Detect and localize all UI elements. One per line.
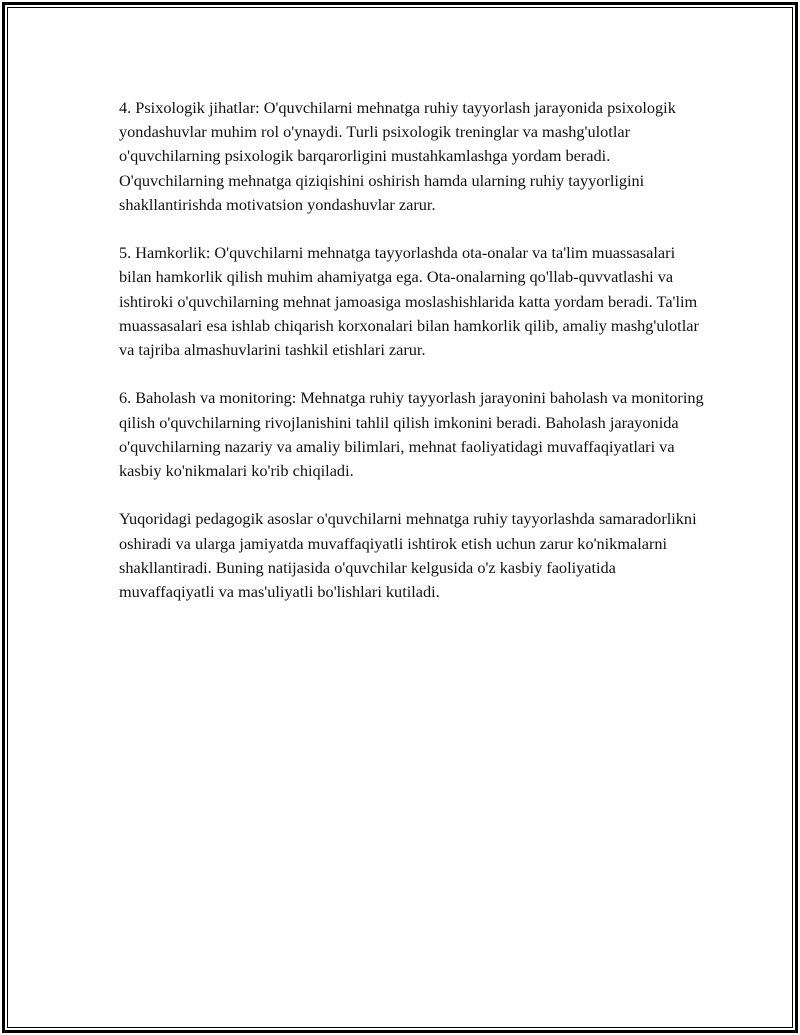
paragraph-psixologik-jihatlar: 4. Psixologik jihatlar: O'quvchilarni mehnatga ruhiy tayyorlash jarayonida psixologik yondashuvlar muhim rol o'ynaydi. Turli psixologik treninglar va mashg'ulotlar o'quvchilarning psixologik barqarorligini mustahkamlashga yordam beradi. O'quvchilarning mehnatga qiziqishini oshirish hamda ularning ruhiy tayyorligini shakllantirishda motivatsion yondashuvlar zarur. <box>119 98 676 214</box>
document-body <box>119 96 709 628</box>
paragraph-conclusion: Yuqoridagi pedagogik asoslar o'quvchilarni mehnatga ruhiy tayyorlashda samaradorlikni oshiradi va ularga jamiyatda muvaffaqiyatli ishtirok etish uchun zarur ko'nikmalarni shakllantiradi. Buning natijasida o'quvchilar kelgusida o'z kasbiy faoliyatida muvaffaqiyatli va mas'uliyatli bo'lishlari kutiladi. <box>119 509 697 602</box>
document-page <box>2 2 798 1033</box>
paragraph-hamkorlik: 5. Hamkorlik: O'quvchilarni mehnatga tayyorlashda ota-onalar va ta'lim muassasalari bilan hamkorlik qilish muhim ahamiyatga ega. Ota-onalarning qo'llab-quvvatlashi va ishtiroki o'quvchilarning mehnat jamoasiga moslashishlarida katta yordam beradi. Ta'lim muassasalari esa ishlab chiqarish korxonalari bilan hamkorlik qilib, amaliy mashg'ulotlar va tajriba almashuvlarini tashkil etishlari zarur. <box>119 243 699 360</box>
paragraph-baholash-monitoring: 6. Baholash va monitoring: Mehnatga ruhiy tayyorlash jarayonini baholash va monitoring qilish o'quvchilarning rivojlanishini tahlil qilish imkonini beradi. Baholash jarayonida o'quvchilarning nazariy va amaliy bilimlari, mehnat faoliyatidagi muvaffaqiyatlari va kasbiy ko'nikmalari ko'rib chiqiladi. <box>119 388 704 481</box>
